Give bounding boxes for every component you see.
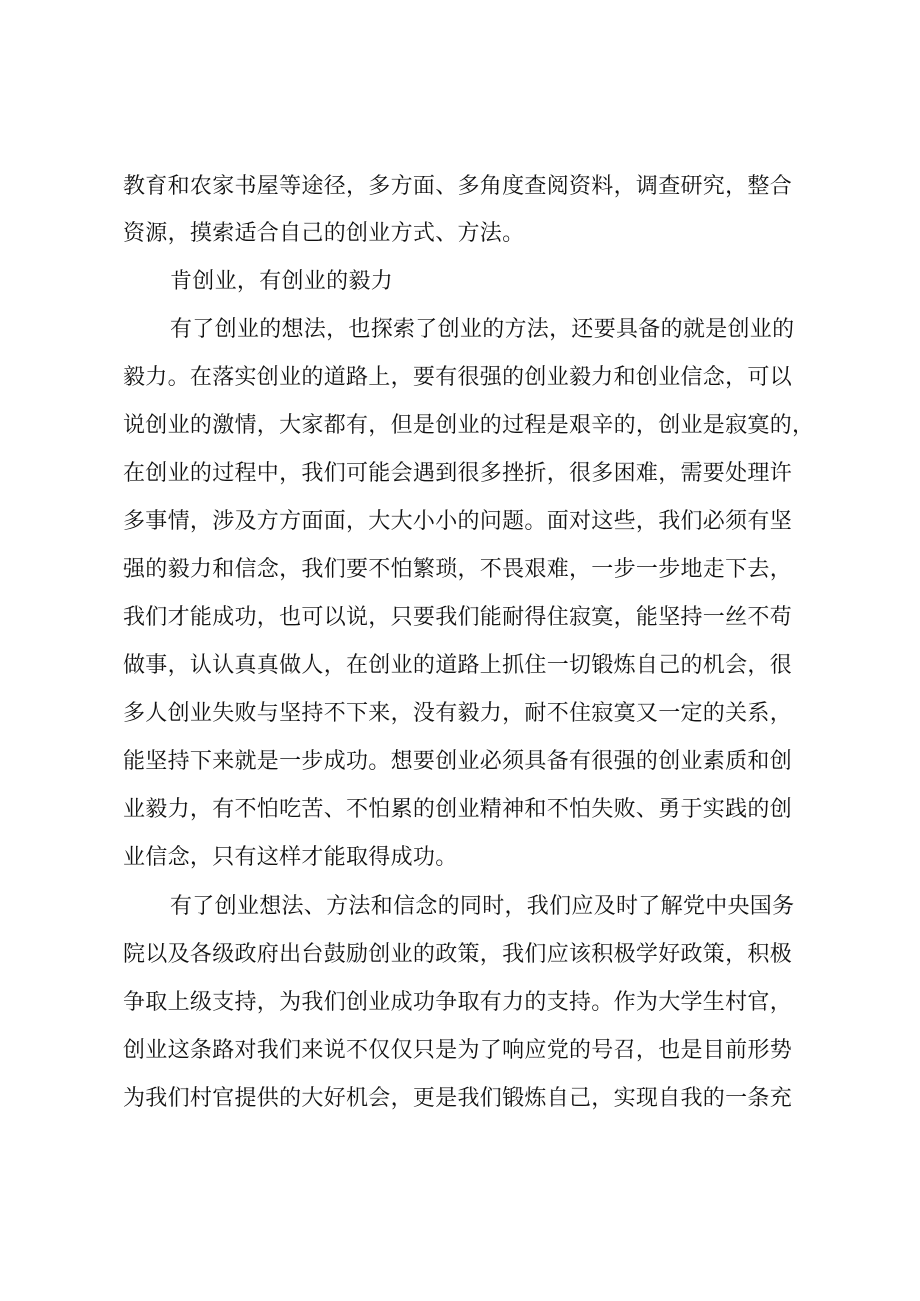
- text-line: 资源，摸索适合自己的创业方式、方法。: [123, 221, 525, 246]
- text-line: 我们才能成功，也可以说，只要我们能耐得住寂寞，能坚持一丝不苟: [123, 605, 793, 630]
- text-line: 能坚持下来就是一步成功。想要创业必须具备有很强的创业素质和创: [123, 749, 793, 774]
- text-line: 强的毅力和信念，我们要不怕繁琐，不畏艰难，一步一步地走下去，: [123, 557, 793, 582]
- text-line: 做事，认认真真做人，在创业的道路上抓住一切锻炼自己的机会，很: [123, 653, 793, 678]
- text-line: 多事情，涉及方方面面，大大小小的问题。面对这些，我们必须有坚: [123, 509, 793, 534]
- text-line: 教育和农家书屋等途径，多方面、多角度查阅资料，调查研究，整合: [123, 174, 793, 199]
- text-line: 说创业的激情，大家都有，但是创业的过程是艰辛的，创业是寂寞的，: [123, 413, 815, 438]
- text-line: 院以及各级政府出台鼓励创业的政策，我们应该积极学好政策，积极: [123, 942, 793, 967]
- text-line: 创业这条路对我们来说不仅仅只是为了响应党的号召，也是目前形势: [123, 1038, 793, 1063]
- section-heading: 肯创业，有创业的毅力: [170, 269, 394, 294]
- text-line: 毅力。在落实创业的道路上，要有很强的创业毅力和创业信念，可以: [123, 365, 793, 390]
- text-line: 业毅力，有不怕吃苦、不怕累的创业精神和不怕失败、勇于实践的创: [123, 797, 793, 822]
- text-line: 多人创业失败与坚持不下来，没有毅力，耐不住寂寞又一定的关系，: [123, 701, 793, 726]
- text-line: 在创业的过程中，我们可能会遇到很多挫折，很多困难，需要处理许: [123, 461, 793, 486]
- text-line: 争取上级支持，为我们创业成功争取有力的支持。作为大学生村官，: [123, 990, 793, 1015]
- paragraph-first-line: 有了创业的想法，也探索了创业的方法，还要具备的就是创业的: [170, 317, 795, 342]
- paragraph-first-line: 有了创业想法、方法和信念的同时，我们应及时了解党中央国务: [170, 894, 795, 919]
- text-line: 为我们村官提供的大好机会，更是我们锻炼自己，实现自我的一条充: [123, 1086, 793, 1111]
- text-line: 业信念，只有这样才能取得成功。: [123, 845, 458, 870]
